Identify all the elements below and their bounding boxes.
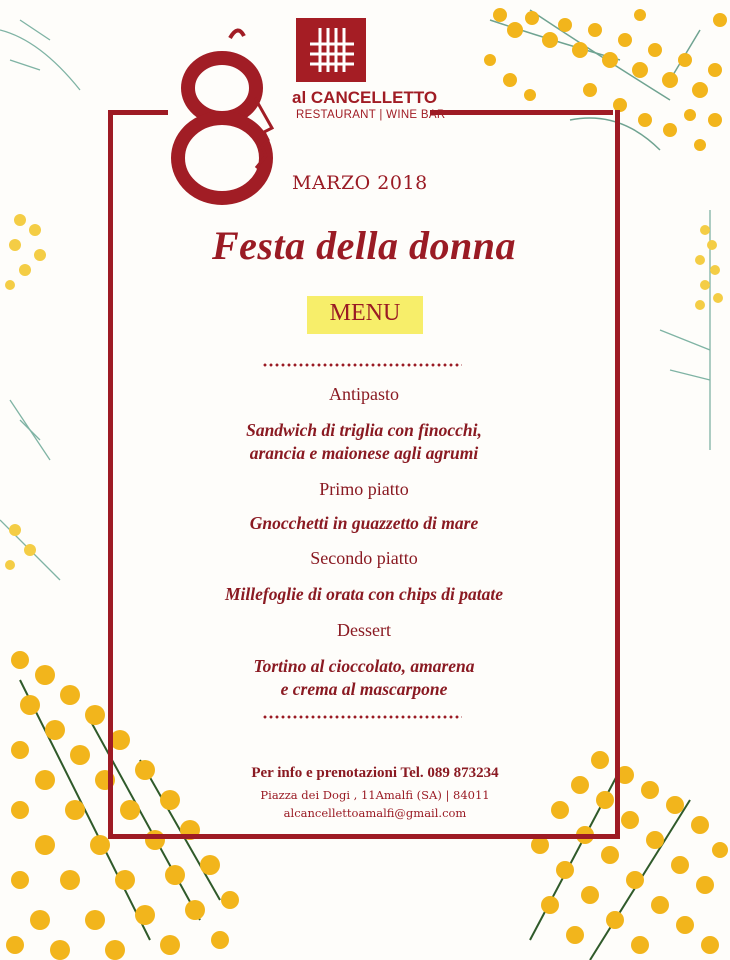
- divider-top: [262, 362, 462, 368]
- mimosa-left-decoration: [0, 200, 100, 640]
- mimosa-top-left-decoration: [0, 0, 120, 120]
- dish-dessert-line1: Tortino al cioccolato, amarena: [253, 656, 475, 676]
- frame-top-right-segment: [430, 110, 613, 115]
- mimosa-right-decoration: [650, 210, 730, 470]
- contact-email[interactable]: alcancellettoamalfi@gmail.com: [283, 806, 467, 820]
- course-primo: Primo piatto: [319, 479, 409, 499]
- dish-secondo-line1: Millefoglie di orata con chips di patate: [224, 584, 504, 604]
- contact-address: Piazza dei Dogi , 11Amalfi (SA) | 84011: [260, 788, 490, 802]
- menu-frame: [108, 110, 620, 839]
- course-dessert: Dessert: [337, 620, 391, 640]
- course-antipasto: Antipasto: [329, 384, 399, 404]
- event-title: Festa della donna: [211, 223, 517, 268]
- restaurant-logo-icon: [296, 18, 366, 82]
- contact-info: Per info e prenotazioni Tel. 089 873234: [251, 765, 499, 781]
- divider-bottom: [262, 714, 462, 720]
- dish-primo-line1: Gnocchetti in guazzetto di mare: [249, 513, 479, 533]
- course-secondo: Secondo piatto: [310, 548, 418, 568]
- dish-antipasto-line1: Sandwich di triglia con finocchi,: [246, 420, 482, 440]
- restaurant-name: al CANCELLETTO: [292, 88, 438, 107]
- event-date: MARZO 2018: [292, 172, 428, 194]
- women-day-eight-logo: [160, 28, 300, 208]
- restaurant-tagline: RESTAURANT | WINE BAR: [296, 109, 446, 121]
- frame-top-left-segment: [108, 110, 168, 115]
- menu-label: MENU: [329, 300, 401, 326]
- dish-antipasto-line2: arancia e maionese agli agrumi: [249, 443, 479, 463]
- dish-dessert-line2: e crema al mascarpone: [280, 679, 448, 699]
